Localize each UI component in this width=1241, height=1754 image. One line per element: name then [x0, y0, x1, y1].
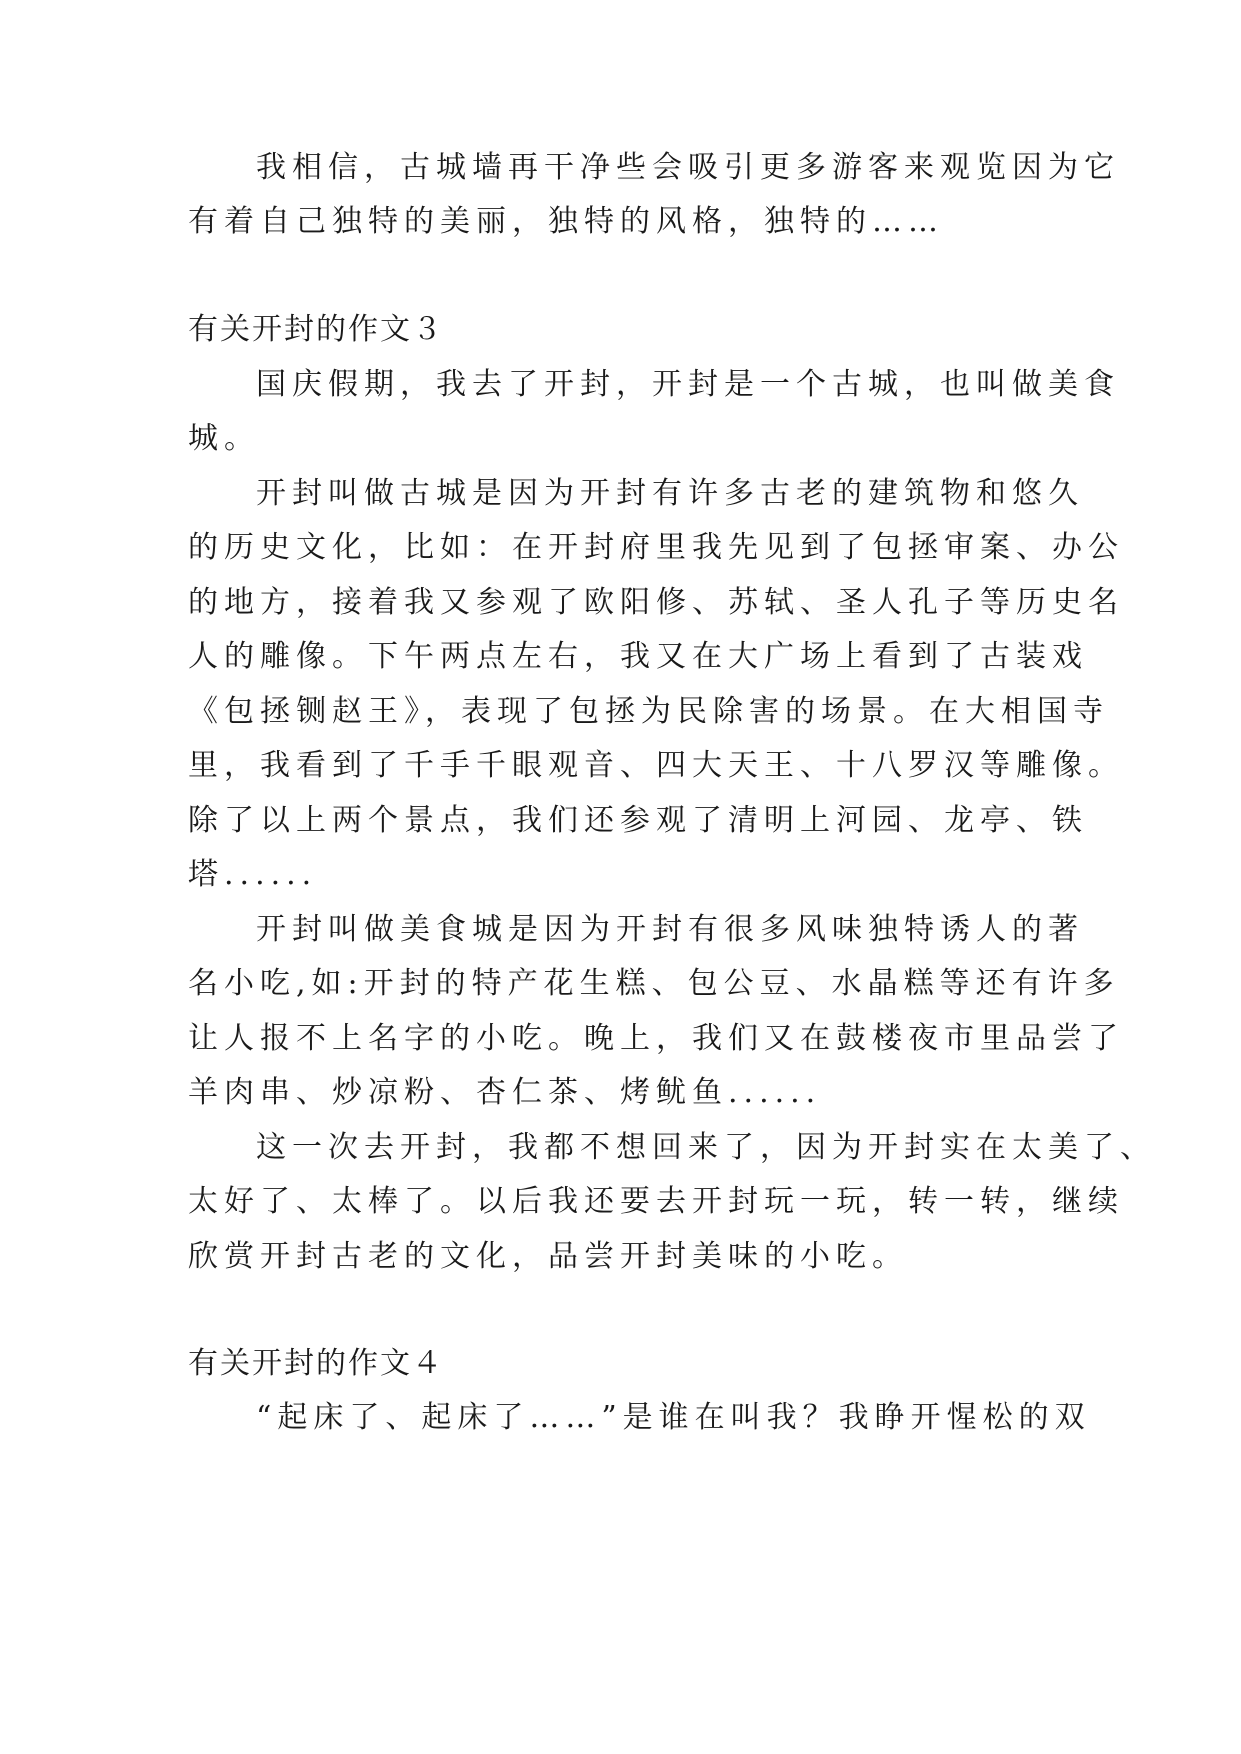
- essay3-p2-line-7: 除了以上两个景点，我们还参观了清明上河园、龙亭、铁: [188, 803, 1088, 838]
- intro-line-1: 我相信，古城墙再干净些会吸引更多游客来观览因为它: [256, 150, 1120, 185]
- essay3-p2-line-8: 塔......: [188, 857, 318, 892]
- essay3-p1-line-1: 国庆假期，我去了开封，开封是一个古城，也叫做美食: [256, 367, 1120, 402]
- essay3-p3-line-3: 让人报不上名字的小吃。晚上，我们又在鼓楼夜市里品尝了: [188, 1021, 1124, 1056]
- essay3-p2-line-4: 人的雕像。下午两点左右，我又在大广场上看到了古装戏: [188, 639, 1088, 674]
- essay3-heading: 有关开封的作文３: [188, 312, 444, 347]
- intro-line-2: 有着自己独特的美丽，独特的风格，独特的……: [188, 204, 944, 239]
- essay3-p2-line-1: 开封叫做古城是因为开封有许多古老的建筑物和悠久: [256, 476, 1084, 511]
- essay3-p4-line-3: 欣赏开封古老的文化，品尝开封美味的小吃。: [188, 1239, 908, 1274]
- essay3-p4-line-1: 这一次去开封，我都不想回来了，因为开封实在太美了、: [256, 1130, 1156, 1165]
- essay3-p2-line-6: 里，我看到了千手千眼观音、四大天王、十八罗汉等雕像。: [188, 748, 1124, 783]
- essay4-p1-line-1: “起床了、起床了……”是谁在叫我？我睁开惺松的双: [256, 1400, 1091, 1435]
- essay3-p2-line-5: 《包拯铡赵王》，表现了包拯为民除害的场景。在大相国寺: [188, 694, 1109, 729]
- essay3-p3-line-4: 羊肉串、炒凉粉、杏仁茶、烤鱿鱼......: [188, 1075, 822, 1110]
- essay3-p3-line-1: 开封叫做美食城是因为开封有很多风味独特诱人的著: [256, 912, 1084, 947]
- essay3-p1-line-2: 城。: [188, 421, 260, 456]
- essay4-heading: 有关开封的作文４: [188, 1346, 444, 1381]
- essay3-p2-line-3: 的地方，接着我又参观了欧阳修、苏轼、圣人孔子等历史名: [188, 585, 1124, 620]
- essay3-p4-line-2: 太好了、太棒了。以后我还要去开封玩一玩，转一转，继续: [188, 1184, 1124, 1219]
- essay3-p3-line-2: 名小吃,如:开封的特产花生糕、包公豆、水晶糕等还有许多: [188, 966, 1120, 1001]
- essay3-p2-line-2: 的历史文化，比如：在开封府里我先见到了包拯审案、办公: [188, 530, 1124, 565]
